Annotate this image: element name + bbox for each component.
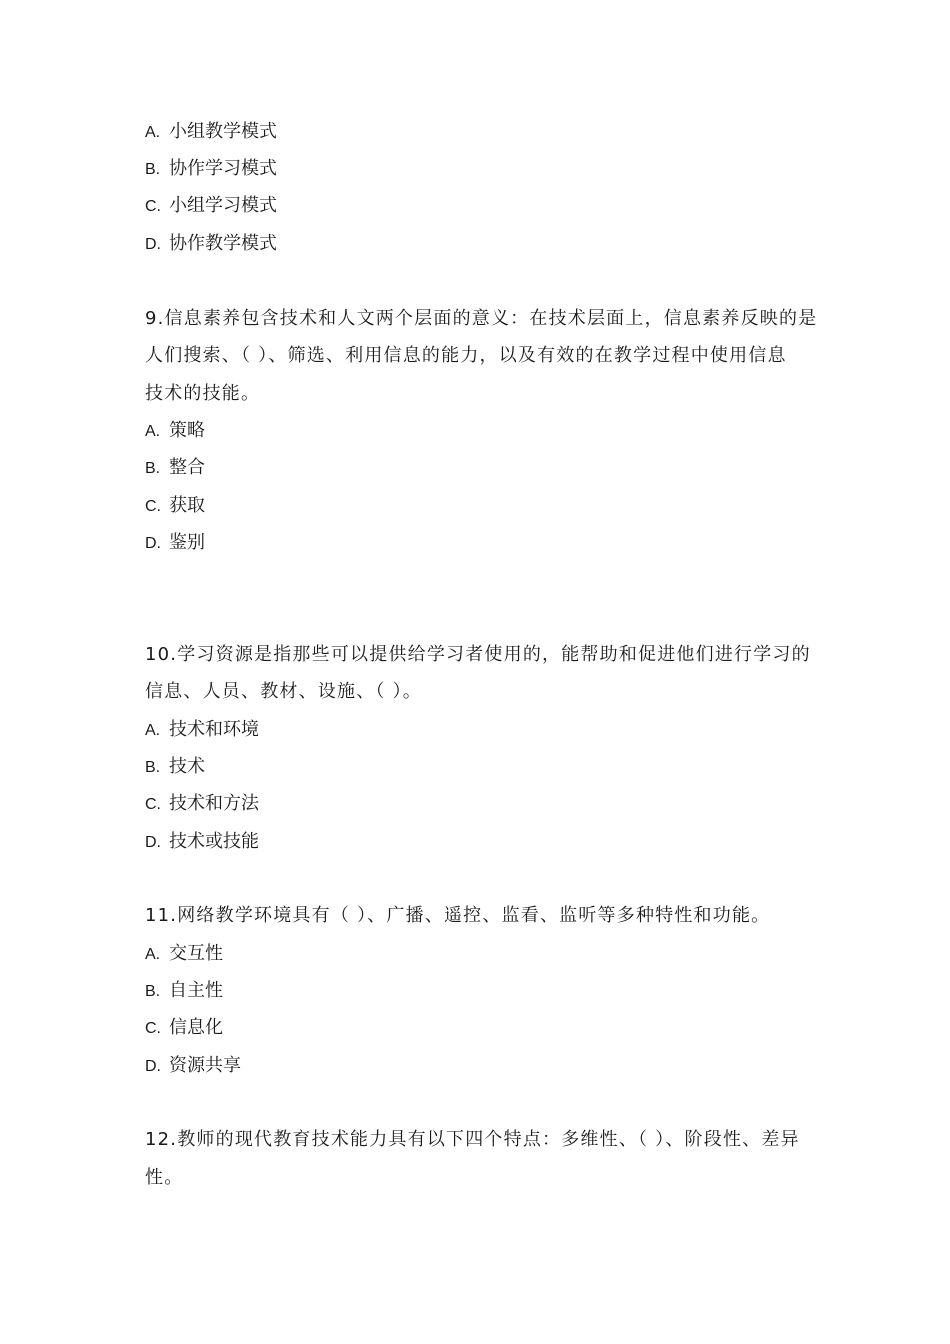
option-letter: D. xyxy=(145,834,161,851)
q9-stem-line-3: 技术的技能。 xyxy=(145,383,261,404)
option-letter: B. xyxy=(145,460,161,477)
option-text: 自主性 xyxy=(169,980,223,1001)
q8-option-a[interactable] xyxy=(145,120,277,145)
option-text: 小组学习模式 xyxy=(169,195,277,216)
option-letter: A. xyxy=(145,722,161,739)
option-letter: D. xyxy=(145,1058,161,1075)
option-text: 协作学习模式 xyxy=(169,158,277,179)
q10-option-d[interactable] xyxy=(145,830,259,855)
q10-option-a[interactable] xyxy=(145,718,259,743)
option-text: 技术和方法 xyxy=(169,793,259,814)
q10-option-c[interactable] xyxy=(145,792,259,817)
option-text: 获取 xyxy=(169,495,205,516)
q9-option-a[interactable] xyxy=(145,419,205,444)
option-letter: A. xyxy=(145,423,161,440)
q8-option-c[interactable] xyxy=(145,194,277,219)
q9-option-d[interactable] xyxy=(145,531,205,556)
q9-option-b[interactable] xyxy=(145,456,205,481)
q11-option-b[interactable] xyxy=(145,979,223,1004)
option-text: 策略 xyxy=(169,420,205,441)
q11-option-d[interactable] xyxy=(145,1054,241,1079)
q11-option-c[interactable] xyxy=(145,1016,223,1041)
q8-option-b[interactable] xyxy=(145,157,277,182)
option-letter: B. xyxy=(145,983,161,1000)
q12-stem-line-1: 12.教师的现代教育技术能力具有以下四个特点：多维性、（ ）、阶段性、差异 xyxy=(145,1129,800,1150)
option-letter: C. xyxy=(145,198,161,215)
q12-stem-line-2: 性。 xyxy=(145,1167,184,1188)
q10-stem-line-1: 10.学习资源是指那些可以提供给学习者使用的，能帮助和促进他们进行学习的 xyxy=(145,644,811,665)
option-text: 小组教学模式 xyxy=(169,121,277,142)
option-text: 资源共享 xyxy=(169,1055,241,1076)
option-text: 技术或技能 xyxy=(169,831,259,852)
option-letter: A. xyxy=(145,946,161,963)
option-text: 技术 xyxy=(169,756,205,777)
q9-stem-line-1: 9.信息素养包含技术和人文两个层面的意义：在技术层面上，信息素养反映的是 xyxy=(145,308,818,329)
option-letter: B. xyxy=(145,759,161,776)
option-letter: B. xyxy=(145,161,161,178)
option-text: 鉴别 xyxy=(169,532,205,553)
option-letter: C. xyxy=(145,498,161,515)
q11-option-a[interactable] xyxy=(145,942,223,967)
option-letter: D. xyxy=(145,236,161,253)
option-text: 技术和环境 xyxy=(169,719,259,740)
option-text: 协作教学模式 xyxy=(169,233,277,254)
q10-option-b[interactable] xyxy=(145,755,205,780)
q9-stem-line-2: 人们搜索、（ ）、筛选、利用信息的能力，以及有效的在教学过程中使用信息 xyxy=(145,345,787,366)
q11-stem-line-1: 11.网络教学环境具有（ ）、广播、遥控、监看、监听等多种特性和功能。 xyxy=(145,905,771,926)
option-letter: C. xyxy=(145,1020,161,1037)
q10-stem-line-2: 信息、人员、教材、设施、（ ）。 xyxy=(145,681,422,702)
option-text: 交互性 xyxy=(169,943,223,964)
option-letter: A. xyxy=(145,124,161,141)
option-text: 整合 xyxy=(169,457,205,478)
option-letter: C. xyxy=(145,796,161,813)
q8-option-d[interactable] xyxy=(145,232,277,257)
option-text: 信息化 xyxy=(169,1017,223,1038)
q9-option-c[interactable] xyxy=(145,494,205,519)
option-letter: D. xyxy=(145,535,161,552)
